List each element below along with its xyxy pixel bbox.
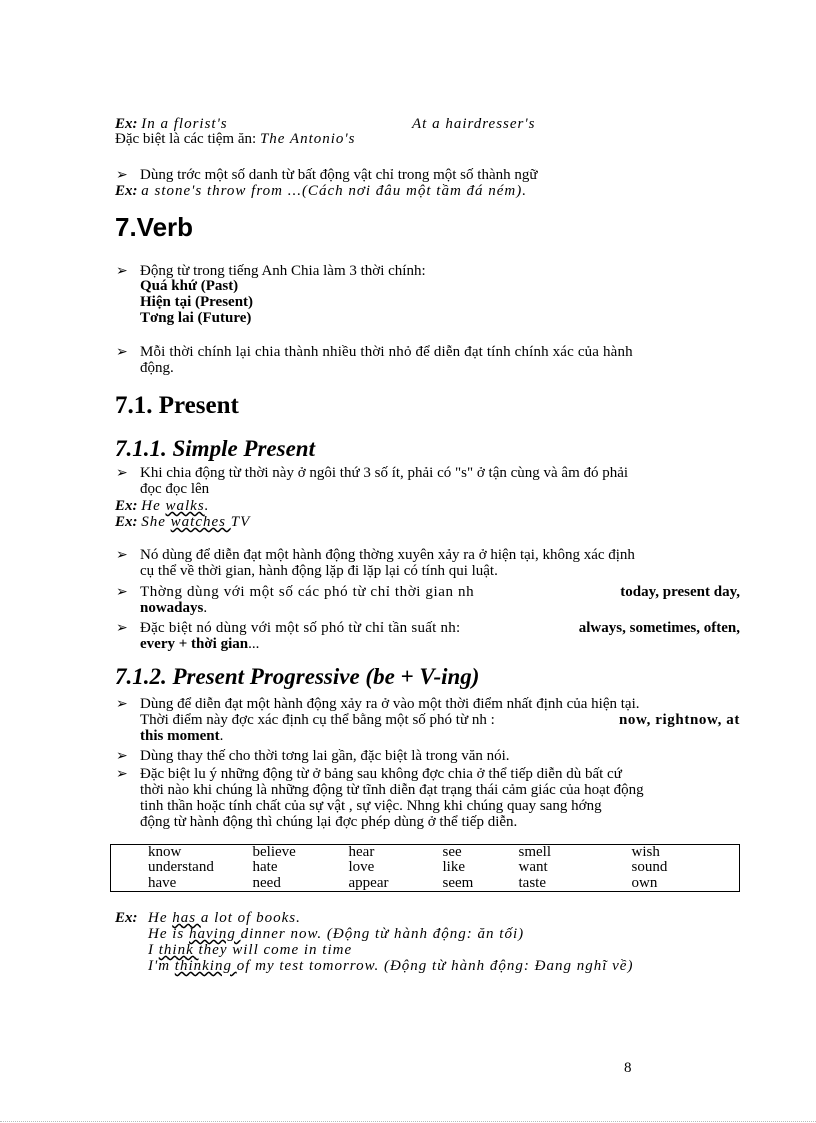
bullet-third-person-s xyxy=(116,465,740,497)
table-cell: know xyxy=(148,844,182,860)
bullet-frequency-adverbs xyxy=(116,620,740,652)
table-cell: hear xyxy=(348,844,375,860)
restaurant-line xyxy=(115,131,355,148)
table-cell: see xyxy=(442,844,462,860)
bullet-text: Dùng để diễn đạt một hành động xảy ra ở vào một thời điểm nhất định của hiện tại. xyxy=(140,696,640,712)
adverb-nowadays: nowadays xyxy=(140,600,204,616)
arrow-bullet-icon: ➢ xyxy=(116,465,128,481)
restaurant-example: The Antonio's xyxy=(259,131,356,147)
bullet-text-continued: cụ thể về thời gian, hành động lặp đi lặp lại có tính qui luật. xyxy=(140,563,498,579)
example-verb: walks xyxy=(165,498,205,514)
table-cell: understand xyxy=(148,859,214,876)
table-cell: believe xyxy=(252,844,296,860)
example-having xyxy=(148,926,524,943)
arrow-bullet-icon: ➢ xyxy=(116,748,128,764)
ex-label: Ex: xyxy=(115,183,138,199)
page-edge-divider xyxy=(0,1121,816,1122)
example-text-end: of my test tomorrow. (Động từ hành động: Đang nghĩ về) xyxy=(236,958,634,974)
example-idiom-line xyxy=(115,183,527,200)
example-verb: having xyxy=(189,926,241,942)
example-walks xyxy=(115,498,209,515)
bullet-text: Đặc biệt lu ý những động từ ở bảng sau không đợc chia ở thể tiếp diễn dù bất cứ xyxy=(140,766,622,782)
arrow-bullet-icon: ➢ xyxy=(116,263,128,279)
example-text-end: they will come in time xyxy=(198,942,353,958)
arrow-bullet-icon: ➢ xyxy=(116,620,128,636)
table-row xyxy=(111,860,740,875)
arrow-bullet-icon: ➢ xyxy=(116,766,128,782)
adverb-list: now, rightnow, at xyxy=(618,712,740,728)
ex-label: Ex: xyxy=(115,910,138,926)
bullet-text: Động từ trong tiếng Anh Chia làm 3 thời chính: xyxy=(140,263,426,279)
adverb-list: always, sometimes, often, xyxy=(578,620,740,636)
table-cell: taste xyxy=(518,874,546,891)
table-cell: wish xyxy=(631,844,660,860)
bullet-text-continued: đọc đọc lên xyxy=(140,481,210,497)
bullet-stative-verbs xyxy=(116,766,740,830)
heading-simple-present: 7.1.1. Simple Present xyxy=(115,436,315,461)
period: . xyxy=(203,600,208,616)
heading-present-progressive: 7.1.2. Present Progressive (be + V-ing) xyxy=(115,664,480,689)
table-cell: appear xyxy=(348,874,389,891)
arrow-bullet-icon: ➢ xyxy=(116,584,128,600)
bullet-text: Nó dùng để diễn đạt một hành động thờng xuyên xảy ra ở hiện tại, không xác định xyxy=(140,547,635,563)
adverb-list: today, present day, xyxy=(620,584,740,600)
example-verb: watches xyxy=(170,514,231,530)
table-cell: love xyxy=(348,859,375,876)
period: . xyxy=(219,728,224,744)
adverb-every: every + thời gian xyxy=(140,636,249,652)
bullet-verb-subtenses xyxy=(116,344,740,376)
bullet-progressive-usage xyxy=(116,696,740,744)
adverb-this-moment: this moment xyxy=(140,728,220,744)
table-cell: like xyxy=(442,859,465,876)
example-watches xyxy=(115,514,250,531)
example-text: She xyxy=(141,514,171,530)
bullet-text-continued: Thời điểm này đợc xác định cụ thể bằng một số phó từ nh : xyxy=(140,712,495,728)
heading-present: 7.1. Present xyxy=(115,392,239,419)
bullet-text-continued xyxy=(140,600,207,616)
tense-future: Tơng lai (Future) xyxy=(140,310,252,326)
bullet-text: Mỗi thời chính lại chia thành nhiều thời nhỏ để diễn đạt tính chính xác của hành xyxy=(140,344,633,360)
example-text-end: a lot of books. xyxy=(200,910,301,926)
arrow-bullet-icon: ➢ xyxy=(116,696,128,712)
example-think xyxy=(148,942,352,959)
bullet-text: Đặc biệt nó dùng với một số phó từ chỉ tần suất nh: xyxy=(140,620,461,636)
example-verb: thinking xyxy=(174,958,237,974)
example-thinking xyxy=(148,958,633,975)
table-row xyxy=(111,845,740,861)
tense-past: Quá khứ (Past) xyxy=(140,278,239,294)
table-cell: smell xyxy=(518,844,551,860)
bullet-near-future xyxy=(116,748,740,764)
bullet-text: Dùng thay thế cho thời tơng lai gần, đặc biệt là trong văn nói. xyxy=(140,748,510,764)
table-cell: seem xyxy=(442,874,474,891)
bullet-text: Dùng trớc một số danh từ bất động vật chỉ trong một số thành ngữ xyxy=(140,167,538,183)
example-text-end: dinner now. (Động từ hành động: ăn tối) xyxy=(240,926,525,942)
bullet-text-continued: thời nào khi chúng là những động từ tĩnh diễn đạt trạng thái cảm giác của hoạt động xyxy=(140,782,644,798)
bullet-text-continued: động. xyxy=(140,360,174,376)
table-cell: own xyxy=(631,874,658,891)
table-cell: have xyxy=(148,874,177,891)
example-verb: think xyxy=(158,942,199,958)
ex-label: Ex: xyxy=(115,514,138,530)
example-verb: has xyxy=(172,910,201,926)
table-cell: hate xyxy=(252,859,278,876)
bullet-text-continued xyxy=(140,728,223,744)
table-cell: want xyxy=(518,859,548,876)
restaurant-text: Đặc biệt là các tiệm ăn: xyxy=(115,131,257,147)
example-text: He xyxy=(141,498,166,514)
bullet-verb-tenses xyxy=(116,263,740,279)
table-cell: need xyxy=(252,874,281,891)
heading-verb: 7.Verb xyxy=(115,212,194,242)
bullet-habitual xyxy=(116,547,740,579)
example-text-end: . xyxy=(204,498,210,514)
ex-label: Ex: xyxy=(115,498,138,514)
example-has xyxy=(148,910,301,927)
ex-label: Ex: xyxy=(115,116,138,132)
bullet-time-adverbs xyxy=(116,584,740,616)
bullet-text: Thờng dùng với một số các phó từ chỉ thời gian nh xyxy=(140,584,475,600)
bullet-text-continued: tinh thần hoặc tính chất của sự vật , sự việc. Nhng khi chúng quay sang hớng xyxy=(140,798,602,814)
example-text-end: TV xyxy=(230,514,251,530)
example-idiom: a stone's throw from ...(Cách nơi đâu một tầm đá ném). xyxy=(141,183,528,199)
page-number: 8 xyxy=(624,1060,632,1076)
bullet-text-continued: động từ hành động thì chúng lại đợc phép dùng ở thể tiếp diễn. xyxy=(140,814,518,830)
tense-present: Hiện tại (Present) xyxy=(140,294,254,310)
example-text: He xyxy=(148,910,173,926)
stative-verbs-table xyxy=(110,844,740,892)
arrow-bullet-icon: ➢ xyxy=(116,547,128,563)
example-text: I'm xyxy=(148,958,175,974)
bullet-text: Khi chia động từ thời này ở ngôi thứ 3 số ít, phải có "s" ở tận cùng và âm đó phải xyxy=(140,465,629,481)
table-cell: sound xyxy=(631,859,668,876)
example-hairdresser: At a hairdresser's xyxy=(412,116,536,132)
bullet-text-continued xyxy=(140,636,259,652)
ellipsis: ... xyxy=(248,636,260,652)
table-row xyxy=(111,876,740,892)
example-text: I xyxy=(148,942,159,958)
arrow-bullet-icon: ➢ xyxy=(116,344,128,360)
example-text: He is xyxy=(148,926,189,942)
arrow-bullet-icon: ➢ xyxy=(116,167,128,183)
example-florist: In a florist's xyxy=(141,116,228,132)
bullet-idiom xyxy=(116,167,740,183)
